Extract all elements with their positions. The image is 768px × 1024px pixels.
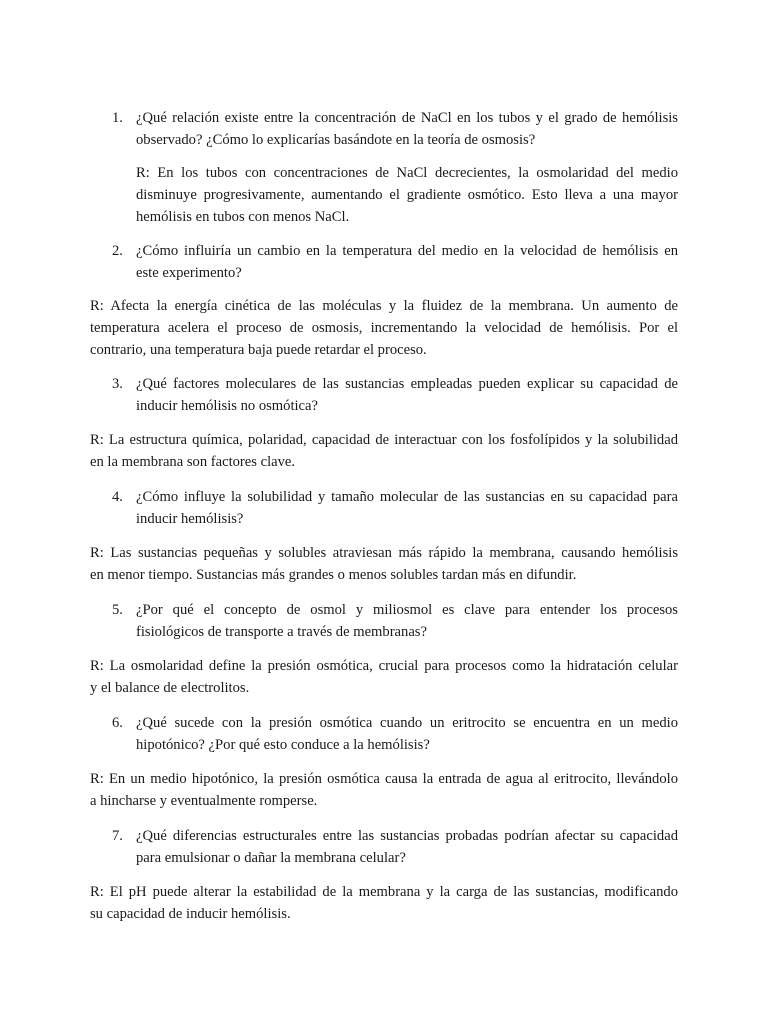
answer-3 (90, 429, 678, 473)
text-line: inducir hemólisis? (136, 511, 244, 527)
text-line: para emulsionar o dañar la membrana celular? (136, 850, 406, 866)
question-7 (136, 825, 678, 869)
question-number: 3. (112, 376, 123, 392)
text-line: R: En los tubos con concentraciones de NaCl decrecientes, la osmolaridad del medio (136, 165, 678, 181)
question-3 (136, 373, 678, 417)
text-line: a hincharse y eventualmente romperse. (90, 793, 318, 809)
text-line: observado? ¿Cómo lo explicarías basándote en la teoría de osmosis? (136, 132, 536, 148)
question-number: 6. (112, 715, 123, 731)
text-line: ¿Cómo influiría un cambio en la temperatura del medio en la velocidad de hemólisis en (136, 243, 678, 259)
answer-1 (136, 162, 678, 228)
text-line: en la membrana son factores clave. (90, 454, 296, 470)
question-5 (136, 599, 678, 643)
answer-5 (90, 655, 678, 699)
answer-7 (90, 881, 678, 925)
answer-6 (90, 768, 678, 812)
text-line: ¿Por qué el concepto de osmol y miliosmol es clave para entender los procesos (136, 602, 678, 618)
question-number: 2. (112, 243, 123, 259)
text-line: ¿Cómo influye la solubilidad y tamaño molecular de las sustancias en su capacidad para (136, 489, 678, 505)
text-line: R: Las sustancias pequeñas y solubles atraviesan más rápido la membrana, causando hemólisis (90, 545, 678, 561)
text-line: temperatura acelera el proceso de osmosis, incrementando la velocidad de hemólisis. Por el (90, 320, 678, 336)
text-line: hipotónico? ¿Por qué esto conduce a la hemólisis? (136, 737, 430, 753)
text-line: inducir hemólisis no osmótica? (136, 398, 318, 414)
answer-2 (90, 295, 678, 361)
question-number: 5. (112, 602, 123, 618)
text-line: en menor tiempo. Sustancias más grandes o menos solubles tardan más en difundir. (90, 567, 577, 583)
text-line: este experimento? (136, 265, 242, 281)
question-number: 7. (112, 828, 123, 844)
question-2 (136, 240, 678, 284)
text-line: fisiológicos de transporte a través de membranas? (136, 624, 427, 640)
text-line: R: Afecta la energía cinética de las moléculas y la fluidez de la membrana. Un aumento de (90, 298, 678, 314)
text-line: R: La osmolaridad define la presión osmótica, crucial para procesos como la hidratación celular (90, 658, 678, 674)
question-6 (136, 712, 678, 756)
question-1 (136, 107, 678, 151)
text-line: hemólisis en tubos con menos NaCl. (136, 209, 350, 225)
text-line: R: La estructura química, polaridad, capacidad de interactuar con los fosfolípidos y la solubilidad (90, 432, 678, 448)
question-number: 1. (112, 110, 123, 126)
text-line: disminuye progresivamente, aumentando el gradiente osmótico. Esto lleva a una mayor (136, 187, 678, 203)
text-line: ¿Qué sucede con la presión osmótica cuando un eritrocito se encuentra en un medio (136, 715, 678, 731)
question-4 (136, 486, 678, 530)
text-line: R: En un medio hipotónico, la presión osmótica causa la entrada de agua al eritrocito, llevándolo (90, 771, 678, 787)
text-line: ¿Qué factores moleculares de las sustancias empleadas pueden explicar su capacidad de (136, 376, 678, 392)
question-number: 4. (112, 489, 123, 505)
text-line: y el balance de electrolitos. (90, 680, 250, 696)
text-line: R: El pH puede alterar la estabilidad de la membrana y la carga de las sustancias, modificando (90, 884, 678, 900)
answer-4 (90, 542, 678, 586)
text-line: contrario, una temperatura baja puede retardar el proceso. (90, 342, 427, 358)
text-line: ¿Qué diferencias estructurales entre las sustancias probadas podrían afectar su capacidad (136, 828, 678, 844)
text-line: ¿Qué relación existe entre la concentración de NaCl en los tubos y el grado de hemólisis (136, 110, 678, 126)
text-line: su capacidad de inducir hemólisis. (90, 906, 291, 922)
